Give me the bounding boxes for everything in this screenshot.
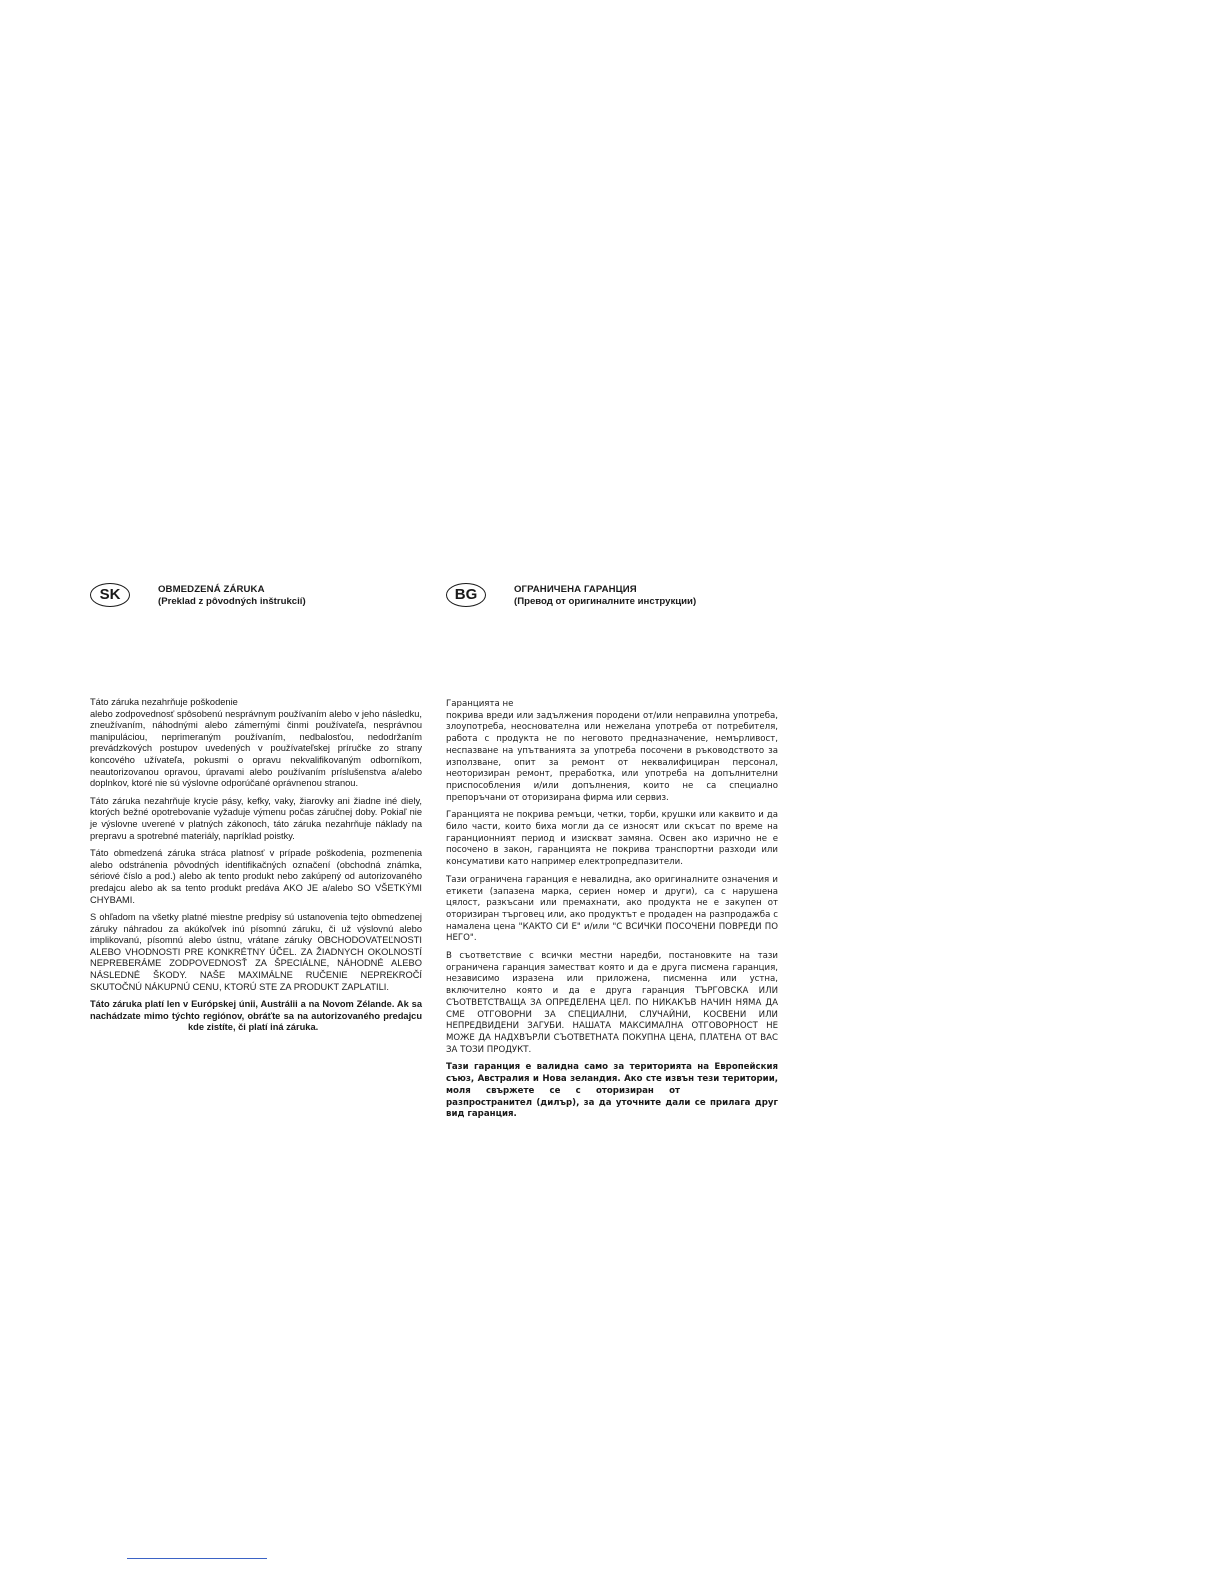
paragraph-intro-sk: Táto záruka nezahrňuje poškodenie	[90, 697, 238, 707]
paragraph-4-sk: S ohľadom na všetky platné miestne predpisy sú ustanovenia tejto obmedzenej záruky náhradou za akúkoľvek inú písomnú záruku, či už výslovnú alebo implikovanú, písomnú alebo ústnu, vrátane záruky OBCHODOVATEĽNOSTI ALEBO VHODNOSTI PRE KONKRÉTNY ÚČEL. ZA ŽIADNYCH OKOLNOSTÍ NEPREBERÁME ZODPOVEDNOSŤ ZA ŠPECIÁLNE, NÁHODNÉ ALEBO NÁSLEDNÉ ŠKODY. NAŠE MAXIMÁLNE RUČENIE NEPREKROČÍ SKUTOČNÚ NÁKUPNÚ CENU, KTORÚ STE ZA PRODUKT ZAPLATILI.	[90, 912, 422, 992]
paragraph-5-bg	[446, 1062, 778, 1121]
paragraph-5a-bg: Тази гаранция е валидна само за територията на Европейския съюз, Австралия и Нова зеландия. Ако сте извън тези територии, моля свържете се с оторизиран от	[446, 1062, 778, 1096]
language-badge-bg: BG	[446, 583, 486, 607]
warranty-body-sk	[90, 697, 422, 1040]
paragraph-intro-bg: Гаранцията не	[446, 699, 514, 709]
paragraph-5a-sk: Táto záruka platí len v Európskej únii, Austrálii a na Novom Zélande. Ak sa nachádzate mimo týchto regiónov, obráťte sa na autorizovaného predajcu	[90, 999, 422, 1021]
section-subtitle-sk: (Preklad z pôvodných inštrukcií)	[158, 596, 306, 607]
paragraph-5-sk	[90, 999, 422, 1034]
paragraph-1-sk: alebo zodpovednosť spôsobenú nesprávnym používaním alebo v jeho následku, zneužívaním, náhodnými alebo zámernými činmi používateľa, nesprávnou manipuláciou, neprimeraným používaním, nedbalosťou, nedodržaním prevádzkových postupov uvedených v používateľskej príručke zo strany koncového užívateľa, pokusmi o opravu nekvalifikovaným odborníkom, neautorizovanou opravou, úpravami alebo používaním príslušenstva a/alebo doplnkov, ktoré nie sú výslovne odporúčané oprávnenou stranou.	[90, 708, 422, 789]
paragraph-5b-sk: kde zistíte, či platí iná záruka.	[188, 1022, 319, 1033]
warranty-body-bg	[446, 699, 778, 1127]
section-title-bg: ОГРАНИЧЕНА ГАРАНЦИЯ	[514, 584, 637, 595]
paragraph-2-bg: Гаранцията не покрива ремъци, четки, торби, крушки или каквито и да било части, които биха могли да се износят или скъсат по време на гаранционният период и изискват замяна. Освен ако изрично не е посочено в закон, гаранцията не покрива транспортни разходи или консумативи като например електропредпазители.	[446, 810, 778, 868]
section-title-sk: OBMEDZENÁ ZÁRUKA	[158, 584, 265, 595]
section-subtitle-bg: (Превод от оригиналните инструкции)	[514, 596, 697, 607]
paragraph-2-sk: Táto záruka nezahrňuje krycie pásy, kefky, vaky, žiarovky ani žiadne iné diely, ktorých bežné opotrebovanie vyžaduje výmenu počas záručnej doby. Pokiaľ nie je výslovne uverené v platných zákonoch, táto záruka nezahrňuje náklady na prepravu a spotrebné materiály, napríklad poistky.	[90, 795, 422, 841]
paragraph-3-bg: Тази ограничена гаранция е невалидна, ако оригиналните означения и етикети (запазена марка, сериен номер и други), са с нарушена цялост, разкъсани или премахнати, ако продукта не е закупен от оторизиран търговец или, ако продуктът е продаден на разпродажба с намалена цена "КАКТО СИ Е" и/или "С ВСИЧКИ ПОСОЧЕНИ ПОВРЕДИ ПО НЕГО".	[446, 874, 778, 944]
paragraph-1-bg: покрива вреди или задължения породени от/или неправилна употреба, злоупотреба, неоснователна или нежелана употреба от потребителя, работа с продукта не по неговото предназначение, немърливост, неспазване на упътванията за употреба посочени в ръководството за използване, опит за ремонт от неквалифициран персонал, неоторизиран ремонт, преработка, или употреба на допълнителни приспособления и/или допълнения, които не са специално препоръчани от оторизирана фирма или сервиз.	[446, 710, 778, 803]
paragraph-4-bg: В съответствие с всички местни наредби, постановките на тази ограничена гаранция заместват която и да е друга писмена гаранция, независимо изразена или приложена, писменна или устна, включително която и да е друга гаранция ТЪРГОВСКА ИЛИ СЪОТВЕТСТВАЩА ЗА ОПРЕДЕЛЕНА ЦЕЛ. ПО НИКАКЪВ НАЧИН НЯМА ДА СМЕ ОТГОВОРНИ ЗА СПЕЦИАЛНИ, СЛУЧАЙНИ, КОСВЕНИ ИЛИ НЕПРЕДВИДЕНИ ЗАГУБИ. НАШАТА МАКСИМАЛНА ОТГОВОРНОСТ НЕ МОЖЕ ДА НАДХВЪРЛИ СЪОТВЕТНАТА ПОКУПНА ЦЕНА, ПЛАТЕНА ОТ ВАС ЗА ТОЗИ ПРОДУКТ.	[446, 951, 778, 1055]
language-badge-sk: SK	[90, 583, 130, 607]
footer-rule	[127, 1558, 267, 1559]
paragraph-5b-bg: разпространител (дилър), за да уточните дали се прилага друг вид гаранция.	[446, 1097, 778, 1120]
paragraph-3-sk: Táto obmedzená záruka stráca platnosť v prípade poškodenia, pozmenenia alebo odstránenia pôvodných identifikačných označení (obchodná známka, sériové číslo a pod.) alebo ak tento produkt nebo zakúpený od autorizovaného predajcu alebo ak sa tento produkt predáva AKO JE a/alebo SO VŠETKÝMI CHYBAMI.	[90, 848, 422, 905]
